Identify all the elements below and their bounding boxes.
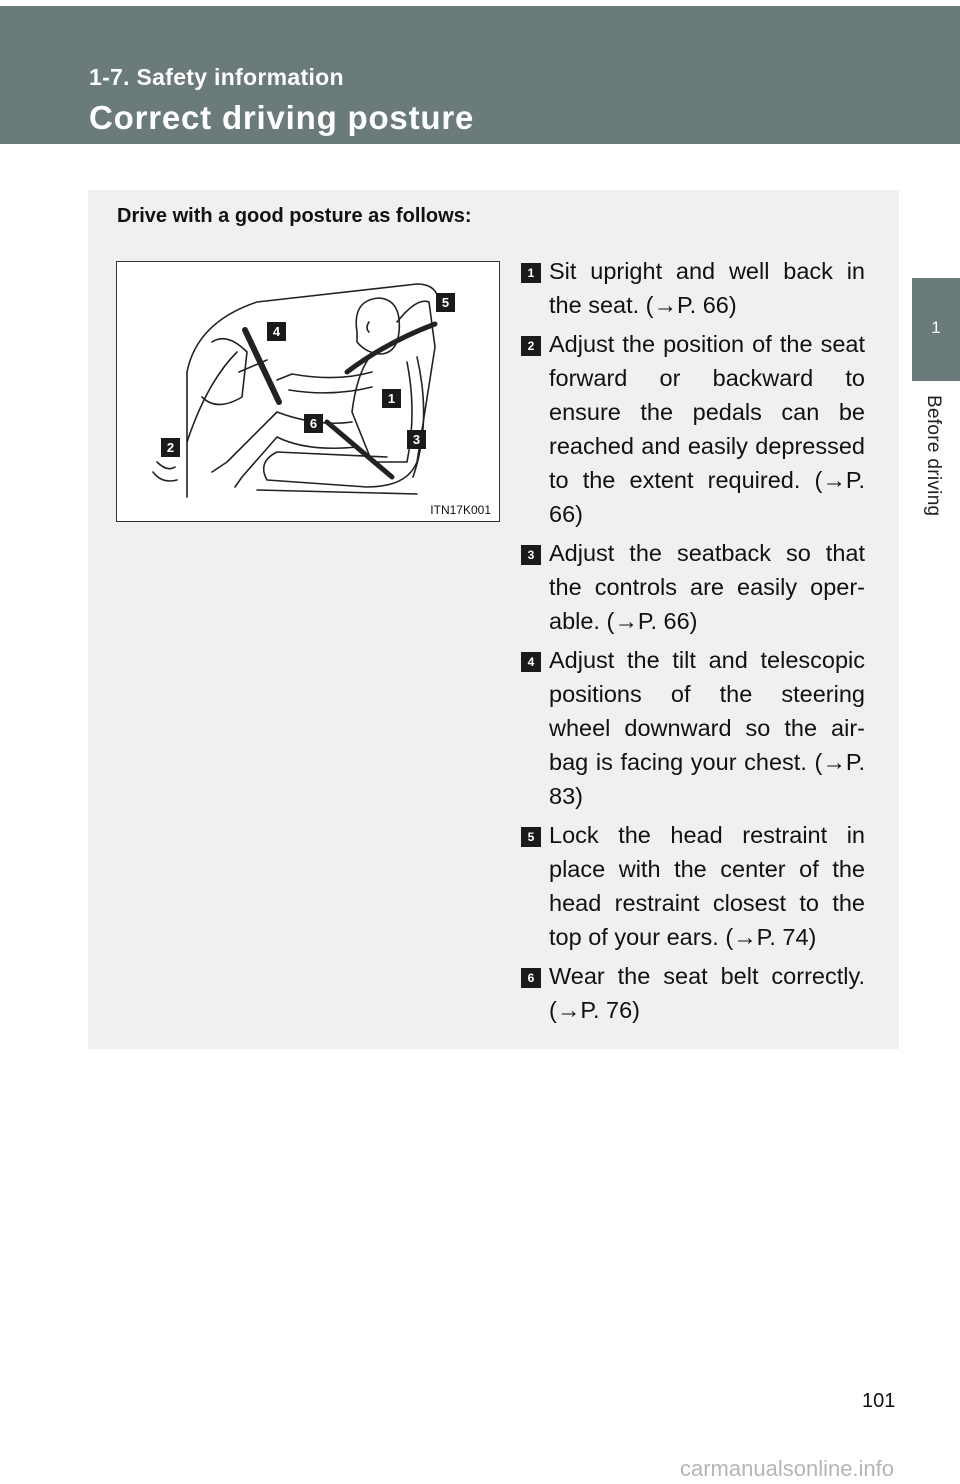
callout-1-label: 1 — [387, 391, 396, 406]
step-badge: 4 — [521, 652, 541, 672]
callout-6-label: 6 — [309, 416, 318, 431]
chapter-number: 1 — [931, 318, 941, 337]
step-badge: 6 — [521, 968, 541, 988]
list-item — [521, 643, 865, 813]
step-text: Adjust the tilt and telescopic positions of the steering wheel downward so the air-bag is facing your chest. (→P. 83) — [549, 647, 865, 809]
list-item — [521, 327, 865, 531]
step-badge: 1 — [521, 263, 541, 283]
step-text: Sit upright and well back in the seat. (→P. 66) — [549, 258, 865, 318]
step-badge: 2 — [521, 336, 541, 356]
posture-steps — [521, 254, 865, 1032]
page-number: 101 — [862, 1390, 896, 1412]
page-title: Correct driving posture — [89, 99, 475, 136]
driver-diagram — [117, 262, 499, 521]
page-header — [0, 6, 960, 144]
step-badge: 5 — [521, 827, 541, 847]
section-heading: 1-7. Safety information — [89, 64, 344, 90]
callout-5-label: 5 — [441, 295, 450, 310]
list-item — [521, 818, 865, 954]
chapter-label: Before driving — [923, 395, 944, 517]
figure-code: ITN17K001 — [430, 503, 491, 517]
chapter-tab[interactable] — [912, 278, 960, 381]
callout-4-label: 4 — [272, 324, 281, 339]
watermark: carmanualsonline.info — [680, 1456, 895, 1481]
step-text: Lock the head restraint in place with the center of the head restraint closest to the top of your ears. (→P. 74) — [549, 822, 865, 950]
list-item — [521, 254, 865, 322]
step-text: Adjust the seatback so that the controls are easily oper-able. (→P. 66) — [549, 540, 865, 634]
callout-3-label: 3 — [412, 432, 421, 447]
callout-2-label: 2 — [166, 440, 175, 455]
step-badge: 3 — [521, 545, 541, 565]
list-item — [521, 536, 865, 638]
step-text: Wear the seat belt correctly. (→P. 76) — [549, 963, 865, 1023]
list-item — [521, 959, 865, 1027]
posture-illustration — [116, 261, 500, 522]
intro-text: Drive with a good posture as follows: — [117, 205, 472, 227]
step-text: Adjust the position of the seat forward or backward to ensure the pedals can be reached and easily depressed to the extent required. (→P. 66) — [549, 331, 865, 527]
